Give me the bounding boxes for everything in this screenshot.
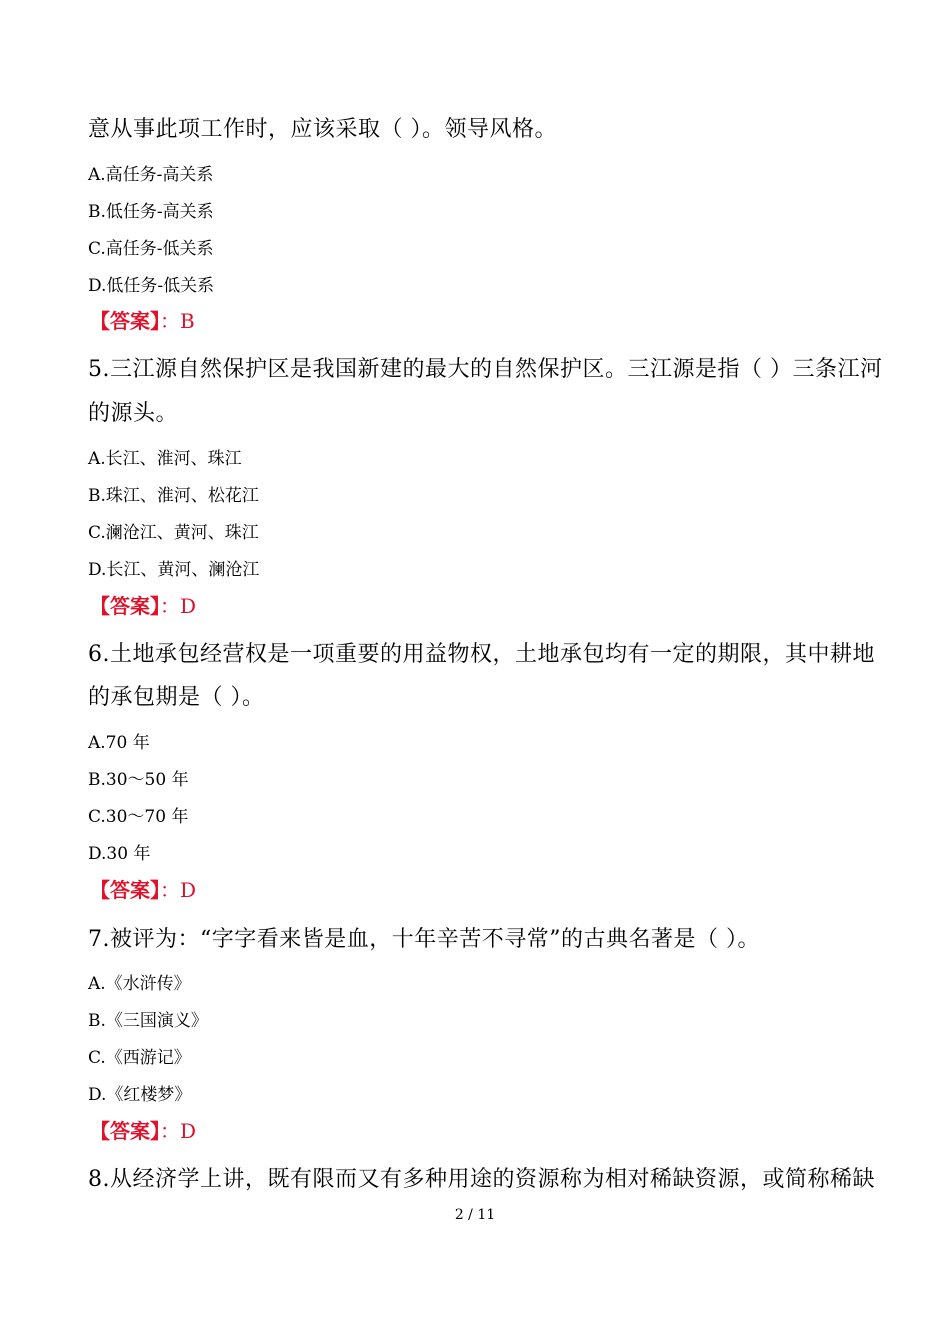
question-4-option-d: D.低任务-低关系: [88, 276, 215, 296]
answer-label: 【答案】: [90, 878, 160, 902]
question-4-answer: [90, 305, 195, 334]
question-7-option-c: C.《西游记》: [88, 1048, 191, 1068]
answer-value: B: [180, 309, 195, 333]
question-5-text-line-1: 5.三江源自然保护区是我国新建的最大的自然保护区。三江源是指（ ）三条江河: [88, 357, 883, 382]
question-7-option-d: D.《红楼梦》: [88, 1085, 192, 1105]
question-4-option-a: A.高任务-高关系: [88, 165, 214, 185]
question-5-answer: [90, 590, 196, 619]
question-5-text-line-2: 的源头。: [88, 401, 179, 426]
answer-colon: ：: [160, 309, 180, 333]
question-6-option-a: A.70 年: [88, 733, 150, 753]
question-6-option-c: C.30～70 年: [88, 807, 189, 827]
question-6-text-line-2: 的承包期是（ ）。: [88, 685, 265, 710]
answer-label: 【答案】: [90, 594, 160, 618]
question-6-text-line-1: 6.土地承包经营权是一项重要的用益物权，土地承包均有一定的期限，其中耕地: [88, 642, 875, 667]
answer-value: D: [180, 1119, 197, 1143]
question-5-option-a: A.长江、淮河、珠江: [88, 449, 242, 469]
answer-label: 【答案】: [90, 309, 160, 333]
question-6-option-b: B.30～50 年: [88, 770, 189, 790]
answer-value: D: [180, 594, 197, 618]
question-8-text-line-1: 8.从经济学上讲，既有限而又有多种用途的资源称为相对稀缺资源，或简称稀缺: [88, 1167, 875, 1192]
question-4-option-b: B.低任务-高关系: [88, 202, 214, 222]
answer-colon: ：: [160, 594, 180, 618]
answer-value: D: [180, 878, 197, 902]
question-7-answer: [90, 1115, 196, 1144]
question-5-option-d: D.长江、黄河、澜沧江: [88, 560, 260, 580]
question-7-text: 7.被评为：“字字看来皆是血，十年辛苦不寻常”的古典名著是（ ）。: [88, 927, 760, 952]
question-5-option-b: B.珠江、淮河、松花江: [88, 486, 259, 506]
question-4-text: 意从事此项工作时，应该采取（ ）。领导风格。: [88, 117, 557, 142]
question-7-option-b: B.《三国演义》: [88, 1011, 208, 1031]
question-7-option-a: A.《水浒传》: [88, 974, 191, 994]
question-6-option-d: D.30 年: [88, 844, 151, 864]
question-5-option-c: C.澜沧江、黄河、珠江: [88, 523, 259, 543]
page-number: 2 / 11: [454, 1207, 496, 1223]
question-4-option-c: C.高任务-低关系: [88, 239, 214, 259]
answer-colon: ：: [160, 1119, 180, 1143]
answer-colon: ：: [160, 878, 180, 902]
answer-label: 【答案】: [90, 1119, 160, 1143]
question-6-answer: [90, 874, 196, 903]
